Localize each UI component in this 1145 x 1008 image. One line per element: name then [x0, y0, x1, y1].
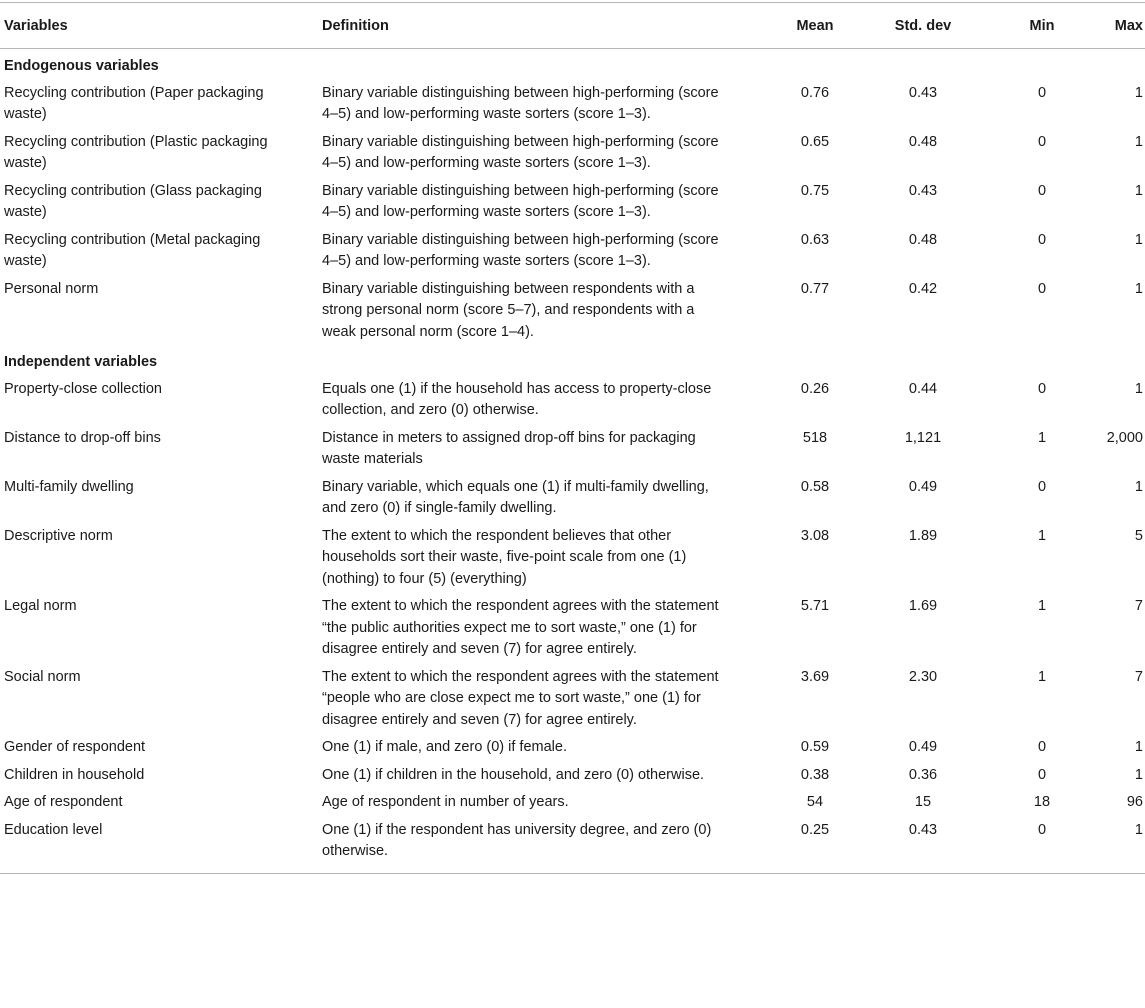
mean-cell: 0.63	[800, 231, 830, 248]
mean-cell: 0.58	[800, 478, 830, 495]
std-dev-cell: 1.89	[908, 527, 938, 544]
variable-cell: Education level	[4, 821, 103, 838]
table-row	[0, 592, 1145, 663]
max-cell: 2,000	[1106, 429, 1143, 446]
table-row	[0, 473, 1145, 522]
table-header	[0, 3, 1145, 49]
table-body	[0, 49, 1145, 873]
table-row	[0, 816, 1145, 873]
table-row	[0, 375, 1145, 424]
definition-cell: The extent to which the respondent agrees with the statement “the public authorities expect me to sort waste,” one (1) for disagree entirely and seven (7) for agree entirely.	[322, 598, 719, 657]
table-row	[0, 128, 1145, 177]
section-title: Independent variables	[4, 354, 158, 370]
header-std-dev: Std. dev	[856, 3, 968, 49]
std-dev-cell: 0.36	[908, 766, 938, 783]
mean-cell: 0.38	[800, 766, 830, 783]
max-cell: 1	[1134, 478, 1143, 495]
definition-cell: Equals one (1) if the household has access to property-close collection, and zero (0) otherwise.	[322, 380, 712, 418]
table-row	[0, 79, 1145, 128]
table-row	[0, 788, 1145, 816]
mean-cell: 3.08	[800, 527, 830, 544]
variable-cell: Multi-family dwelling	[4, 478, 134, 495]
variable-cell: Recycling contribution (Paper packaging waste)	[4, 84, 264, 122]
table-row	[0, 733, 1145, 761]
mean-cell: 0.76	[800, 84, 830, 101]
max-cell: 1	[1134, 380, 1143, 397]
max-cell: 1	[1134, 133, 1143, 150]
variable-cell: Distance to drop-off bins	[4, 429, 161, 446]
section-header-row	[0, 345, 1145, 375]
mean-cell: 0.65	[800, 133, 830, 150]
mean-cell: 0.25	[800, 821, 830, 838]
max-cell: 1	[1134, 766, 1143, 783]
definition-cell: Binary variable distinguishing between high-performing (score 4–5) and low-performing waste sorters (score 1–3).	[322, 231, 719, 269]
std-dev-cell: 0.44	[908, 380, 938, 397]
std-dev-cell: 0.48	[908, 133, 938, 150]
min-cell: 0	[1037, 821, 1047, 838]
table-row	[0, 424, 1145, 473]
definition-cell: Binary variable distinguishing between high-performing (score 4–5) and low-performing waste sorters (score 1–3).	[322, 84, 719, 122]
summary-statistics-table	[0, 2, 1145, 873]
table-row	[0, 663, 1145, 734]
std-dev-cell: 0.42	[908, 280, 938, 297]
mean-cell: 3.69	[800, 668, 830, 685]
max-cell: 96	[1126, 794, 1143, 810]
definition-cell: Binary variable distinguishing between high-performing (score 4–5) and low-performing waste sorters (score 1–3).	[322, 133, 719, 171]
table-row	[0, 275, 1145, 346]
definition-cell: Binary variable, which equals one (1) if multi-family dwelling, and zero (0) if single-family dwelling.	[322, 478, 709, 516]
min-cell: 0	[1037, 84, 1047, 101]
std-dev-cell: 0.43	[908, 182, 938, 199]
min-cell: 0	[1037, 766, 1047, 783]
variable-cell: Property-close collection	[4, 380, 162, 397]
header-mean: Mean	[744, 3, 856, 49]
std-dev-cell: 0.49	[908, 739, 938, 755]
min-cell: 0	[1037, 133, 1047, 150]
header-definition: Definition	[322, 3, 744, 49]
max-cell: 1	[1134, 821, 1143, 838]
max-cell: 7	[1134, 598, 1143, 614]
variable-cell: Recycling contribution (Plastic packaging waste)	[4, 133, 268, 171]
header-min: Min	[968, 3, 1078, 49]
definition-cell: The extent to which the respondent agrees with the statement “people who are close expect me to sort waste,” one (1) for disagree entirely and seven (7) for agree entirely.	[322, 668, 719, 728]
bottom-rule	[0, 873, 1145, 874]
table-row	[0, 761, 1145, 789]
variable-cell: Gender of respondent	[4, 739, 146, 755]
variable-cell: Social norm	[4, 668, 81, 685]
section-title: Endogenous variables	[4, 58, 159, 74]
min-cell: 0	[1037, 231, 1047, 248]
std-dev-cell: 1.69	[908, 598, 938, 614]
variable-cell: Recycling contribution (Glass packaging waste)	[4, 182, 262, 220]
min-cell: 18	[1033, 794, 1051, 810]
header-variables: Variables	[0, 3, 322, 49]
variable-cell: Descriptive norm	[4, 527, 113, 544]
max-cell: 1	[1134, 84, 1143, 101]
max-cell: 1	[1134, 182, 1143, 199]
min-cell: 0	[1037, 739, 1047, 755]
std-dev-cell: 0.49	[908, 478, 938, 495]
definition-cell: Binary variable distinguishing between respondents with a strong personal norm (score 5–7), and respondents with a weak personal norm (score 1–4).	[322, 280, 695, 340]
definition-cell: One (1) if the respondent has university degree, and zero (0) otherwise.	[322, 821, 712, 859]
table-row	[0, 226, 1145, 275]
std-dev-cell: 2.30	[908, 668, 938, 685]
mean-cell: 0.77	[800, 280, 830, 297]
max-cell: 5	[1134, 527, 1143, 544]
std-dev-cell: 15	[914, 794, 932, 810]
definition-cell: One (1) if male, and zero (0) if female.	[322, 739, 567, 755]
mean-cell: 5.71	[800, 598, 830, 614]
min-cell: 0	[1037, 478, 1047, 495]
std-dev-cell: 0.43	[908, 84, 938, 101]
definition-cell: Age of respondent in number of years.	[322, 794, 569, 810]
definition-cell: Binary variable distinguishing between high-performing (score 4–5) and low-performing waste sorters (score 1–3).	[322, 182, 719, 220]
section-header-row	[0, 49, 1145, 79]
std-dev-cell: 0.43	[908, 821, 938, 838]
min-cell: 1	[1037, 598, 1047, 614]
definition-cell: Distance in meters to assigned drop-off bins for packaging waste materials	[322, 429, 696, 467]
min-cell: 1	[1037, 668, 1047, 685]
variable-cell: Children in household	[4, 766, 145, 783]
max-cell: 1	[1134, 280, 1143, 297]
header-max: Max	[1078, 3, 1145, 49]
min-cell: 0	[1037, 380, 1047, 397]
variable-cell: Recycling contribution (Metal packaging waste)	[4, 231, 261, 269]
table-row	[0, 522, 1145, 593]
max-cell: 7	[1134, 668, 1143, 685]
std-dev-cell: 0.48	[908, 231, 938, 248]
std-dev-cell: 1,121	[904, 429, 942, 446]
mean-cell: 54	[806, 794, 824, 810]
variable-cell: Age of respondent	[4, 794, 123, 810]
table-row	[0, 177, 1145, 226]
mean-cell: 0.26	[800, 380, 830, 397]
max-cell: 1	[1134, 231, 1143, 248]
max-cell: 1	[1134, 739, 1143, 755]
min-cell: 1	[1037, 429, 1047, 446]
variable-cell: Legal norm	[4, 598, 77, 614]
mean-cell: 0.75	[800, 182, 830, 199]
header-row	[0, 3, 1145, 49]
min-cell: 1	[1037, 527, 1047, 544]
min-cell: 0	[1037, 182, 1047, 199]
definition-cell: The extent to which the respondent believes that other households sort their waste, five-point scale from one (1) (nothing) to four (5) (everything)	[322, 527, 687, 587]
mean-cell: 518	[802, 429, 828, 446]
variable-cell: Personal norm	[4, 280, 99, 297]
mean-cell: 0.59	[800, 739, 830, 755]
min-cell: 0	[1037, 280, 1047, 297]
definition-cell: One (1) if children in the household, and zero (0) otherwise.	[322, 766, 705, 783]
